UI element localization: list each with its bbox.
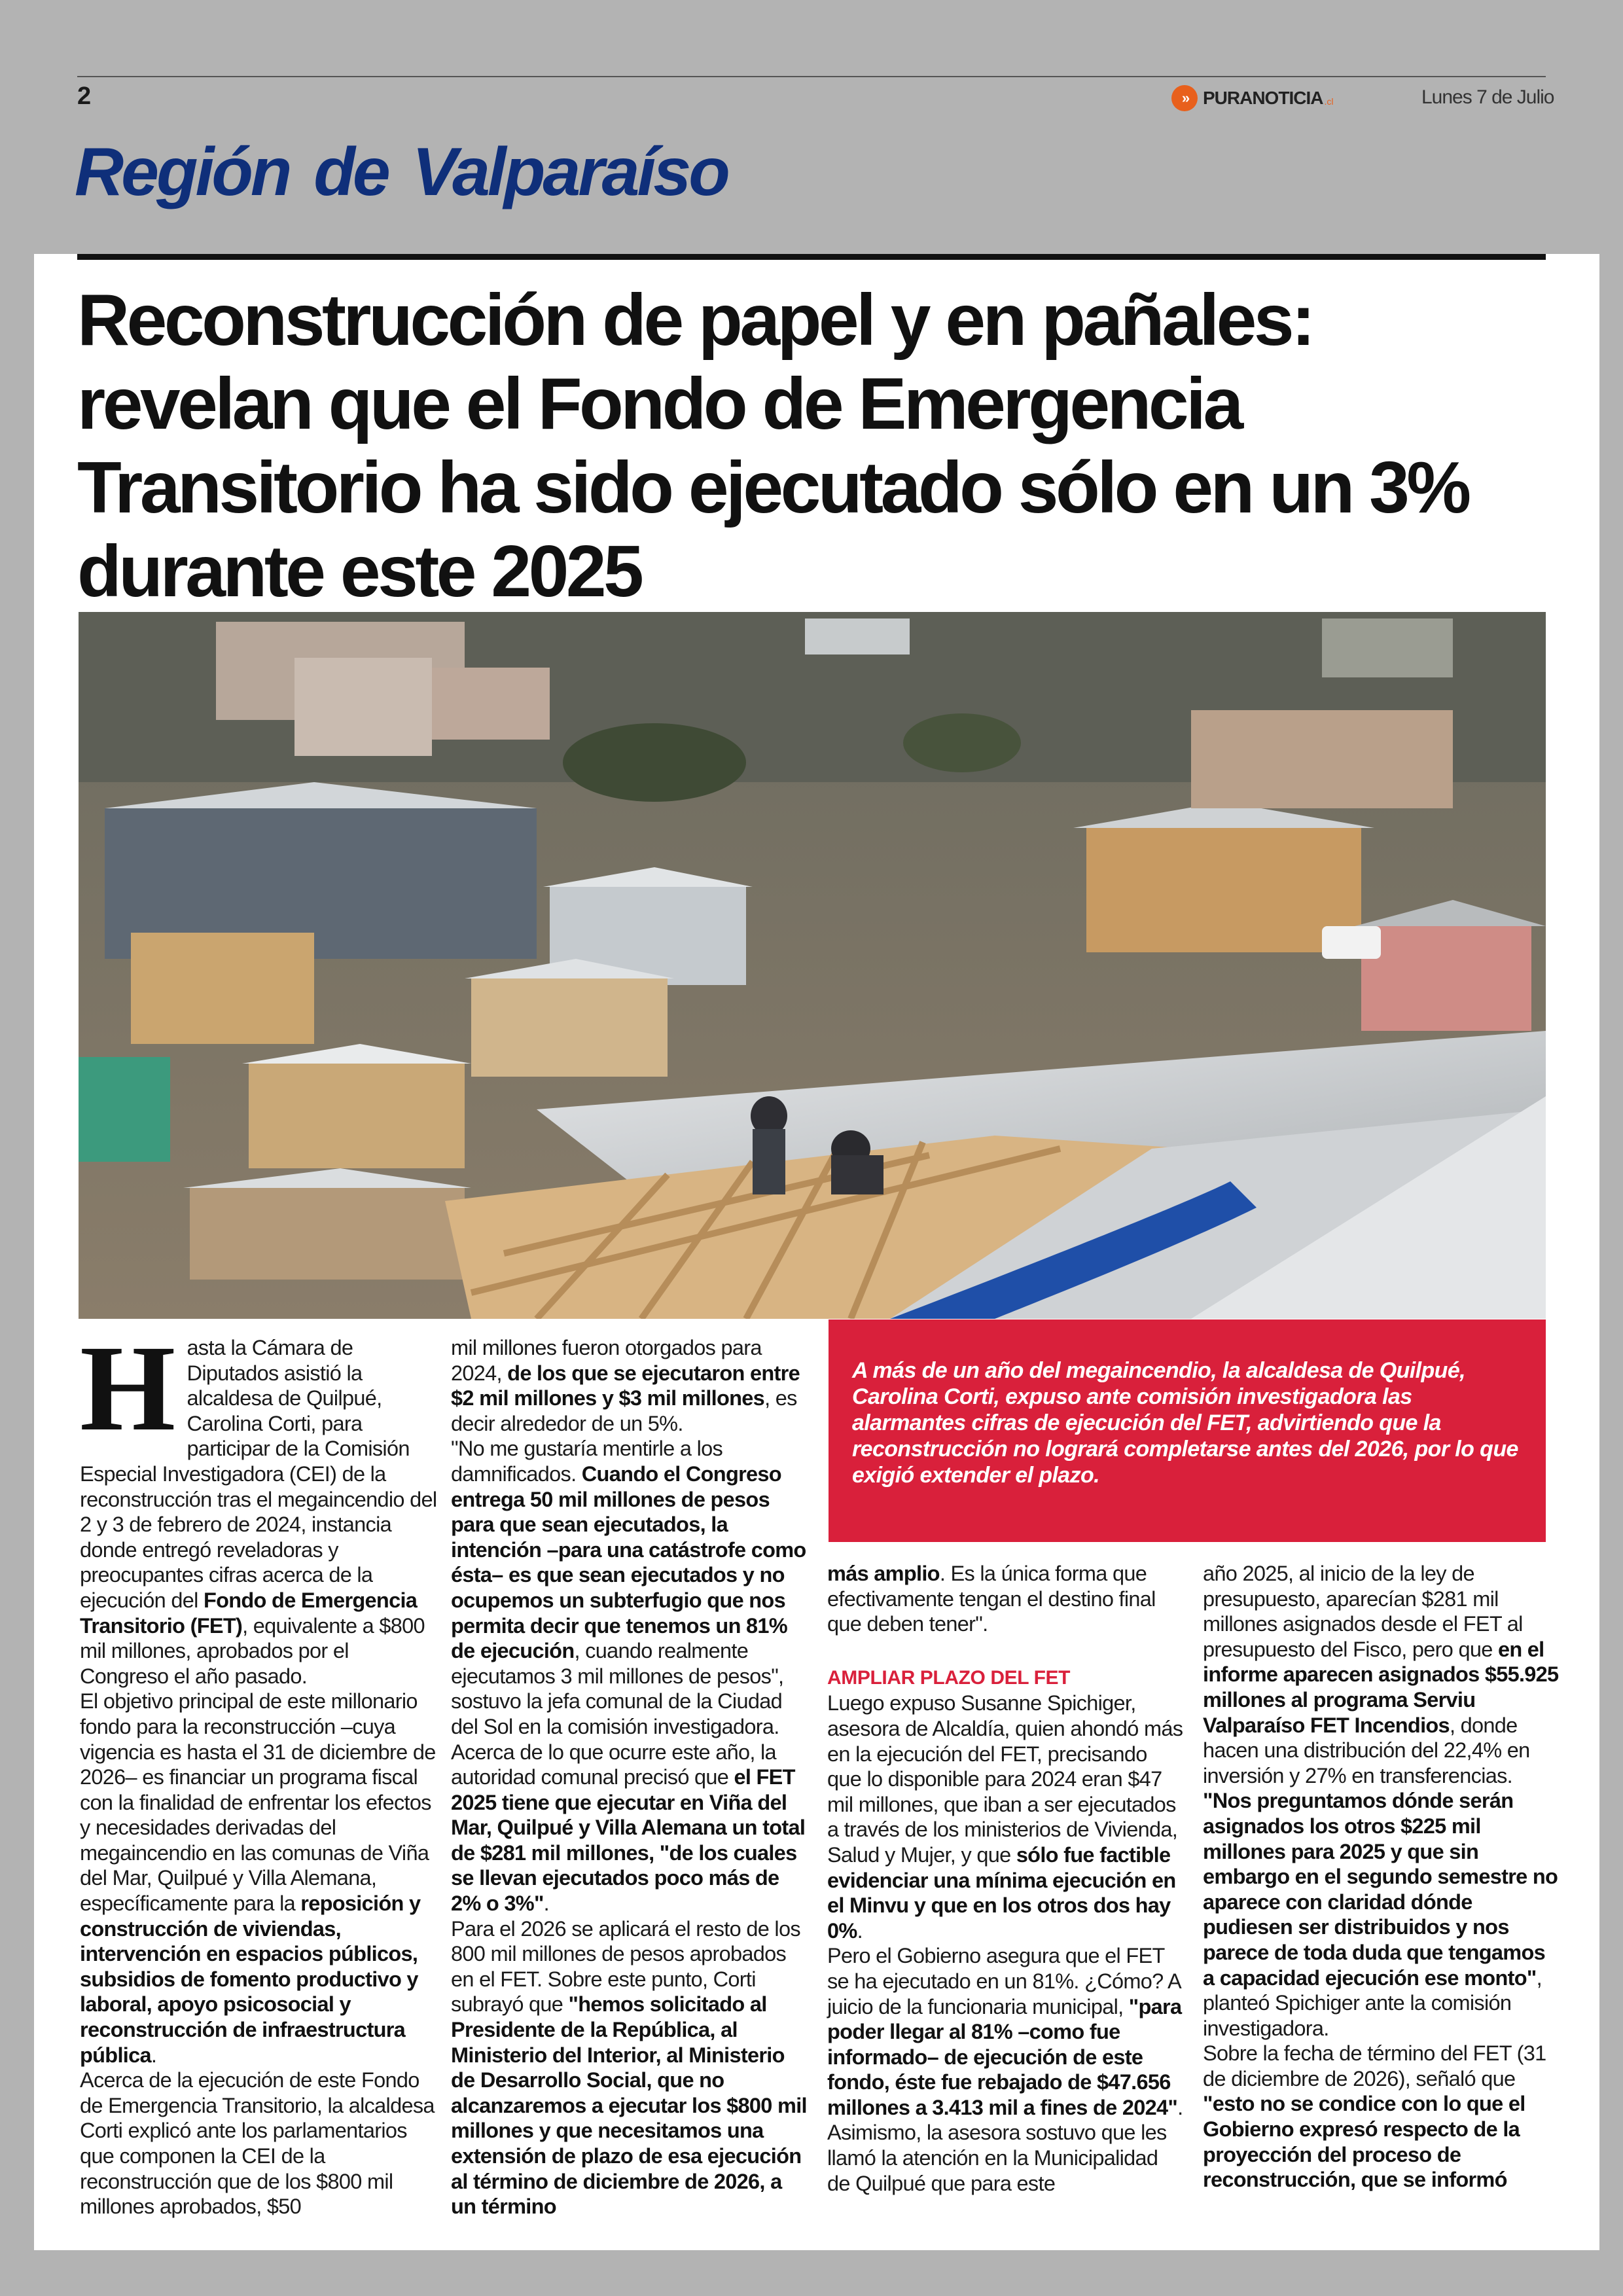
text-run: Para el 2026 se aplicará el resto de los 800 mil millones de pesos aprobados en el FET. Sobre este punto, Corti subrayó que <box>451 1916 800 2017</box>
text-run: . <box>151 2043 157 2067</box>
text-run: Pero el Gobierno asegura que el FET se ha ejecutado en un 81%. ¿Cómo? A juicio de la funcionaria municipal, <box>827 1944 1181 2018</box>
subheading: AMPLIAR PLAZO DEL FET <box>827 1666 1071 1689</box>
text-run-bold: "Nos preguntamos dónde serán asignados los otros $225 mil millones para 2025 y que sin embargo en el segundo semestre no aparece con claridad dónde pudiesen ser distribuidos y nos parece de toda duda que tengamos a capacidad ejecución ese monto" <box>1203 1789 1558 1990</box>
pull-quote-callout <box>829 1319 1546 1542</box>
article-headline: Reconstrucción de papel y en pañales: revelan que el Fondo de Emergencia Transitorio ha sido ejecutado sólo en un 3% durante este 2025 <box>77 279 1469 612</box>
text-run: . <box>857 1918 863 1943</box>
issue-date: Lunes 7 de Julio <box>1421 86 1554 108</box>
text-run-bold: "para poder llegar al 81% –como fue informado– de ejecución de este fondo, éste fue rebajado de $47.656 millones a 3.413 mil a fines de 2024" <box>827 1994 1182 2119</box>
text-run: año 2025, al inicio de la ley de presupuesto, aparecían $281 mil millones asignados desde el FET al presupuesto del Fisco, pero que <box>1203 1562 1523 1661</box>
text-run-bold: el FET 2025 tiene que ejecutar en Viña del Mar, Quilpué y Villa Alemana un total de $281 mil millones, "de los cuales se llevan ejecutados poco más de 2% o 3%" <box>451 1765 806 1916</box>
section-title: Región de Valparaíso <box>75 134 728 210</box>
paragraph <box>827 1691 1186 1943</box>
text-run-bold: sólo fue factible evidenciar una mínima ejecución en el Minvu y que en los otros dos hay 0% <box>827 1842 1176 1943</box>
paragraph <box>1203 1561 1561 1788</box>
text-run: asta la Cámara de Diputados asistió la alcaldesa de Quilpué, Carolina Corti, para participar de la Comisión Especial Investigadora (CEI) de la reconstrucción tras el megaincendio del 2 y 3 de febrero de 2024, instancia donde entregó reveladoras y preocupantes cifras acerca de la ejecución del <box>80 1336 437 1612</box>
paragraph <box>827 1561 1186 1637</box>
paragraph: Acerca de la ejecución de este Fondo de Emergencia Transitorio, la alcaldesa Corti explicó ante los parlamentarios que componen la CEI de la reconstrucción que de los $800 mil millones aprobados, $50 <box>80 2068 435 2219</box>
paragraph <box>451 1436 810 1739</box>
text-run: , es decir alrededor de un 5%. <box>451 1386 797 1435</box>
paragraph <box>1203 2041 1561 2193</box>
paragraph <box>1203 1788 1561 2041</box>
text-run: , donde hacen una distribución del 22,4% en inversión y 27% en transferencias. <box>1203 1713 1530 1787</box>
article-column-3 <box>827 1561 1186 2196</box>
article-column-4 <box>1203 1561 1561 2193</box>
text-run-bold: más amplio <box>827 1562 940 1585</box>
paragraph <box>451 1335 810 1436</box>
text-run: El objetivo principal de este millonario fondo para la reconstrucción –cuya vigencia es hasta el 31 de diciembre de 2026– es financiar un programa fiscal con la finalidad de enfrentar los efectos y necesidades derivadas del megaincendio en las comunas de Viña del Mar, Quilpué y Villa Alemana, específicamente para la <box>80 1689 436 1916</box>
text-run: Luego expuso Susanne Spichiger, asesora de Alcaldía, quien ahondó más en la ejecución del FET, precisando que lo disponible para 2024 eran $47 mil millones, que iban a ser ejecutados a través de los ministerios de Vivienda, Salud y Mujer, y que <box>827 1691 1183 1867</box>
text-run-bold: en el informe aparecen asignados $55.925 millones al programa Serviu Valparaíso FET Incendios <box>1203 1637 1559 1737</box>
text-run: mil millones fueron otorgados para 2024, <box>451 1336 762 1385</box>
text-run-bold: "hemos solicitado al Presidente de la República, al Ministerio del Interior, al Ministerio de Desarrollo Social, que no alcanzaremos a ejecutar los $800 mil millones y que necesitamos una extensión de plazo de esa ejecución al término de diciembre de 2026, a un término <box>451 1992 807 2219</box>
text-run: Sobre la fecha de término del FET (31 de diciembre de 2026), señaló que <box>1203 2041 1546 2090</box>
text-run: , planteó Spichiger ante la comisión investigadora. <box>1203 1965 1542 2040</box>
brand-tld: .cl <box>1324 96 1334 107</box>
text-run-bold: Cuando el Congreso entrega 50 mil millones de pesos para que sean ejecutados, la intención –para una catástrofe como ésta– es que sean ejecutados y no ocupemos un subterfugio que nos permita decir que tenemos un 81% de ejecución <box>451 1462 806 1663</box>
text-run: Acerca de lo que ocurre este año, la autoridad comunal precisó que <box>451 1740 776 1789</box>
text-run-bold: reposición y construcción de viviendas, intervención en espacios públicos, subsidios de fomento productivo y laboral, apoyo psicosocial y reconstrucción de infraestructura pública <box>80 1892 421 2067</box>
paragraph <box>827 1943 1186 2120</box>
text-run: . <box>543 1892 550 1916</box>
play-arrows-icon: » <box>1171 85 1198 111</box>
paragraph <box>451 1740 810 1916</box>
text-run: . Es la única forma que efectivamente tengan el destino final que deben tener". <box>827 1562 1156 1636</box>
drop-cap: H <box>80 1319 175 1456</box>
text-run: . <box>1177 2095 1183 2119</box>
top-rule <box>77 76 1546 77</box>
page-number: 2 <box>77 82 92 110</box>
reconstruction-photo <box>79 612 1546 1319</box>
article-column-2 <box>451 1335 810 2219</box>
text-run: , equivalente a $800 mil millones, aprobados por el Congreso el año pasado. <box>80 1613 425 1688</box>
headline-rule <box>77 254 1546 260</box>
text-run: "No me gustaría mentirle a los damnificados. <box>451 1437 723 1486</box>
text-run: , cuando realmente ejecutamos 3 mil millones de pesos", sostuvo la jefa comunal de la Ciudad del Sol en la comisión investigadora. <box>451 1639 784 1738</box>
brand-logo[interactable] <box>1171 85 1333 111</box>
brand-name: PURANOTICIA <box>1203 88 1323 108</box>
text-run-bold: Fondo de Emergencia Transitorio (FET) <box>80 1588 418 1638</box>
text-run-bold: de los que se ejecutaron entre $2 mil millones y $3 mil millones <box>451 1361 800 1410</box>
callout-text: A más de un año del megaincendio, la alcaldesa de Quilpué, Carolina Corti, expuso ante comisión investigadora las alarmantes cifras de ejecución del FET, advirtiendo que la reconstrucción no logrará completarse antes del 2026, por lo que exigió extender el plazo. <box>852 1358 1518 1488</box>
paragraph <box>451 1916 810 2219</box>
article-column-1 <box>80 1319 438 2219</box>
paragraph: Asimismo, la asesora sostuvo que les llamó la atención en la Municipalidad de Quilpué que para este <box>827 2121 1167 2195</box>
paragraph <box>80 1689 438 2068</box>
text-run-bold: "esto no se condice con lo que el Gobierno expresó respecto de la proyección del proceso de reconstrucción, que se informó <box>1203 2092 1525 2192</box>
